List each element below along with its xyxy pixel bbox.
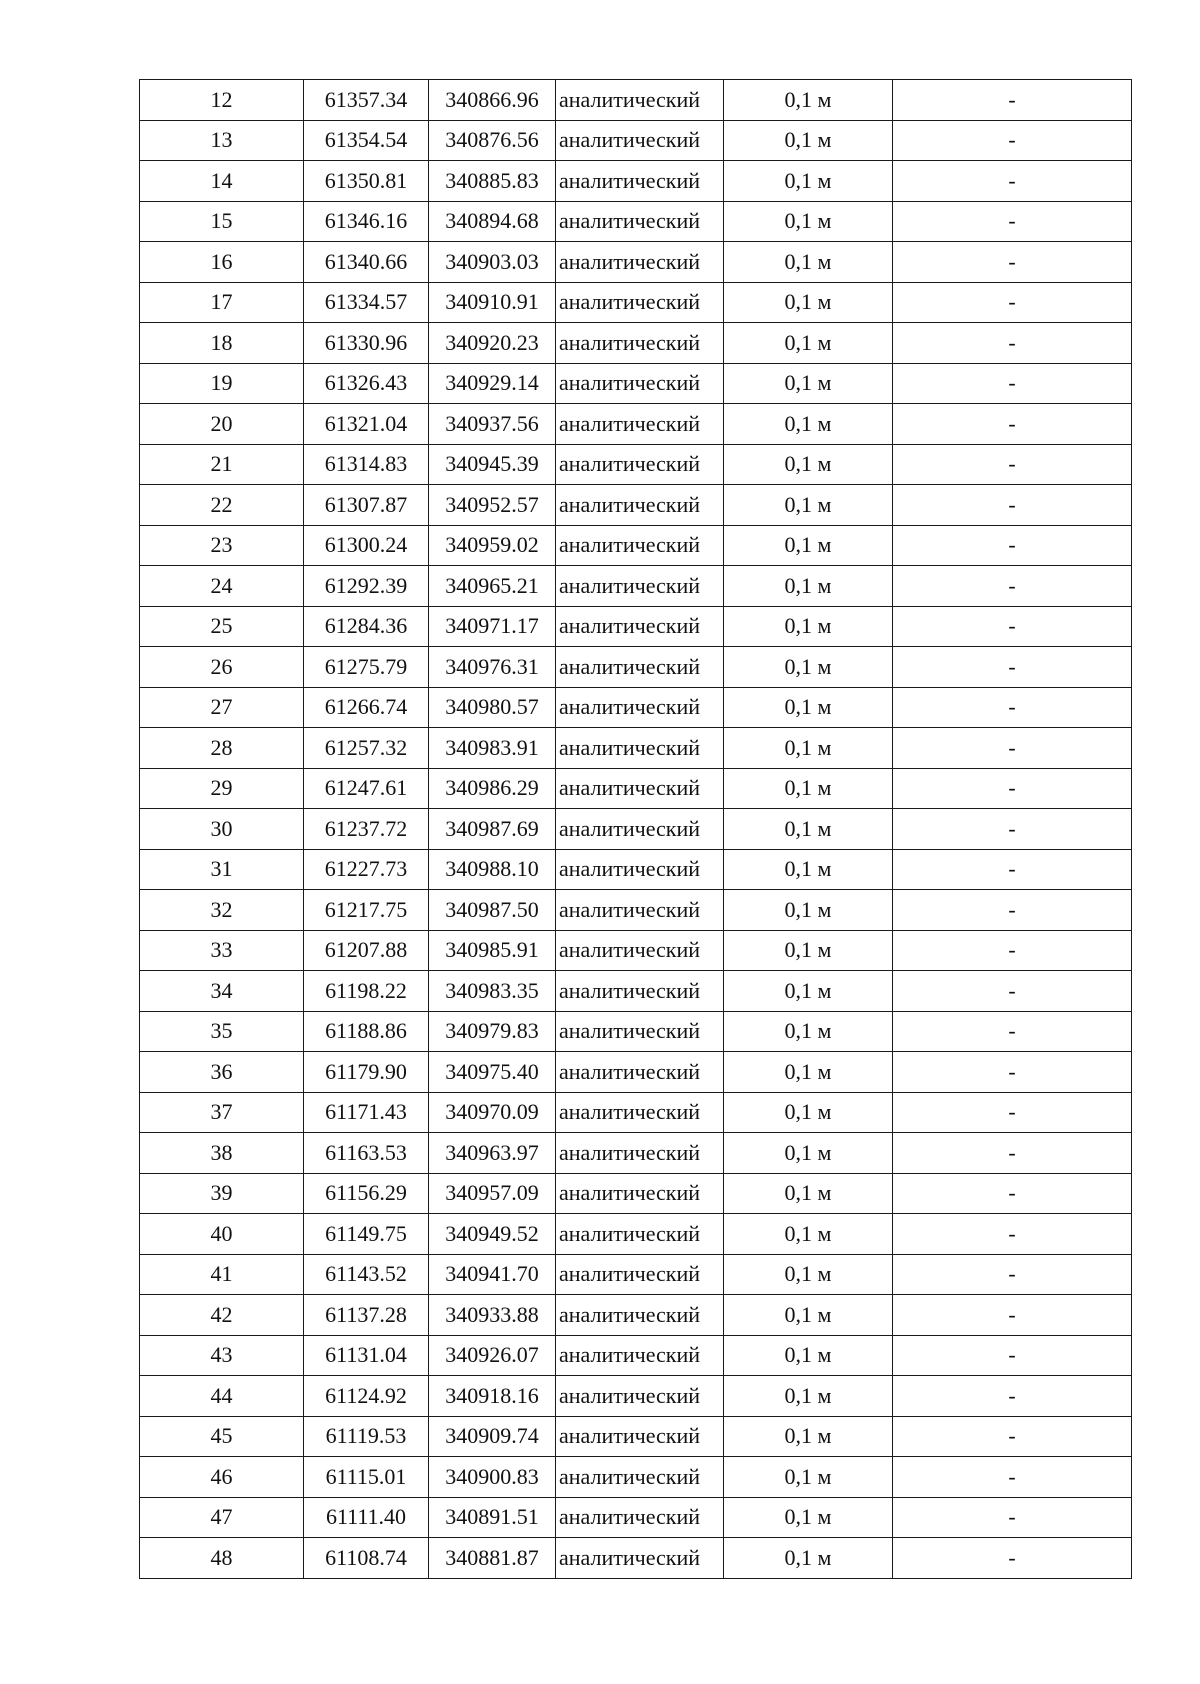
- method-cell: аналитический: [556, 242, 724, 283]
- table-row: [140, 1052, 1132, 1093]
- note-cell: -: [893, 566, 1132, 607]
- x-coordinate-cell: 61149.75: [304, 1214, 429, 1255]
- y-coordinate-cell: 340979.83: [429, 1011, 556, 1052]
- x-coordinate-cell: 61108.74: [304, 1538, 429, 1579]
- y-coordinate-cell: 340929.14: [429, 363, 556, 404]
- table-row: [140, 404, 1132, 445]
- method-cell: аналитический: [556, 1538, 724, 1579]
- table-row: [140, 930, 1132, 971]
- point-number-cell: 16: [140, 242, 304, 283]
- table-row: [140, 849, 1132, 890]
- accuracy-cell: 0,1 м: [724, 525, 893, 566]
- accuracy-cell: 0,1 м: [724, 1376, 893, 1417]
- x-coordinate-cell: 61124.92: [304, 1376, 429, 1417]
- y-coordinate-cell: 340937.56: [429, 404, 556, 445]
- x-coordinate-cell: 61321.04: [304, 404, 429, 445]
- y-coordinate-cell: 340959.02: [429, 525, 556, 566]
- table-row: [140, 485, 1132, 526]
- point-number-cell: 40: [140, 1214, 304, 1255]
- note-cell: -: [893, 1416, 1132, 1457]
- table-row: [140, 1457, 1132, 1498]
- accuracy-cell: 0,1 м: [724, 971, 893, 1012]
- accuracy-cell: 0,1 м: [724, 890, 893, 931]
- table-row: [140, 1214, 1132, 1255]
- point-number-cell: 31: [140, 849, 304, 890]
- table-row: [140, 1173, 1132, 1214]
- note-cell: -: [893, 606, 1132, 647]
- accuracy-cell: 0,1 м: [724, 849, 893, 890]
- table-row: [140, 1497, 1132, 1538]
- accuracy-cell: 0,1 м: [724, 1092, 893, 1133]
- note-cell: -: [893, 1457, 1132, 1498]
- x-coordinate-cell: 61143.52: [304, 1254, 429, 1295]
- table-row: [140, 444, 1132, 485]
- y-coordinate-cell: 340933.88: [429, 1295, 556, 1336]
- point-number-cell: 43: [140, 1335, 304, 1376]
- table-row: [140, 323, 1132, 364]
- note-cell: -: [893, 444, 1132, 485]
- y-coordinate-cell: 340976.31: [429, 647, 556, 688]
- note-cell: -: [893, 728, 1132, 769]
- method-cell: аналитический: [556, 1335, 724, 1376]
- accuracy-cell: 0,1 м: [724, 566, 893, 607]
- point-number-cell: 22: [140, 485, 304, 526]
- point-number-cell: 17: [140, 282, 304, 323]
- point-number-cell: 48: [140, 1538, 304, 1579]
- point-number-cell: 25: [140, 606, 304, 647]
- accuracy-cell: 0,1 м: [724, 930, 893, 971]
- method-cell: аналитический: [556, 1011, 724, 1052]
- x-coordinate-cell: 61156.29: [304, 1173, 429, 1214]
- x-coordinate-cell: 61137.28: [304, 1295, 429, 1336]
- accuracy-cell: 0,1 м: [724, 647, 893, 688]
- y-coordinate-cell: 340970.09: [429, 1092, 556, 1133]
- x-coordinate-cell: 61247.61: [304, 768, 429, 809]
- table-row: [140, 728, 1132, 769]
- point-number-cell: 46: [140, 1457, 304, 1498]
- y-coordinate-cell: 340963.97: [429, 1133, 556, 1174]
- method-cell: аналитический: [556, 606, 724, 647]
- y-coordinate-cell: 340900.83: [429, 1457, 556, 1498]
- accuracy-cell: 0,1 м: [724, 606, 893, 647]
- point-number-cell: 29: [140, 768, 304, 809]
- point-number-cell: 26: [140, 647, 304, 688]
- point-number-cell: 12: [140, 80, 304, 121]
- method-cell: аналитический: [556, 363, 724, 404]
- note-cell: -: [893, 1052, 1132, 1093]
- y-coordinate-cell: 340909.74: [429, 1416, 556, 1457]
- point-number-cell: 33: [140, 930, 304, 971]
- table-row: [140, 1092, 1132, 1133]
- accuracy-cell: 0,1 м: [724, 1214, 893, 1255]
- point-number-cell: 39: [140, 1173, 304, 1214]
- accuracy-cell: 0,1 м: [724, 1254, 893, 1295]
- note-cell: -: [893, 1497, 1132, 1538]
- accuracy-cell: 0,1 м: [724, 1416, 893, 1457]
- method-cell: аналитический: [556, 768, 724, 809]
- method-cell: аналитический: [556, 809, 724, 850]
- note-cell: -: [893, 1173, 1132, 1214]
- table-row: [140, 809, 1132, 850]
- x-coordinate-cell: 61275.79: [304, 647, 429, 688]
- note-cell: -: [893, 525, 1132, 566]
- y-coordinate-cell: 340876.56: [429, 120, 556, 161]
- table-row: [140, 566, 1132, 607]
- x-coordinate-cell: 61357.34: [304, 80, 429, 121]
- point-number-cell: 32: [140, 890, 304, 931]
- coordinates-table-body: [140, 80, 1132, 1579]
- note-cell: -: [893, 1133, 1132, 1174]
- method-cell: аналитический: [556, 728, 724, 769]
- note-cell: -: [893, 485, 1132, 526]
- accuracy-cell: 0,1 м: [724, 282, 893, 323]
- note-cell: -: [893, 1335, 1132, 1376]
- y-coordinate-cell: 340881.87: [429, 1538, 556, 1579]
- table-row: [140, 768, 1132, 809]
- table-row: [140, 971, 1132, 1012]
- accuracy-cell: 0,1 м: [724, 728, 893, 769]
- note-cell: -: [893, 768, 1132, 809]
- note-cell: -: [893, 1538, 1132, 1579]
- point-number-cell: 27: [140, 687, 304, 728]
- table-row: [140, 363, 1132, 404]
- accuracy-cell: 0,1 м: [724, 485, 893, 526]
- method-cell: аналитический: [556, 1173, 724, 1214]
- y-coordinate-cell: 340926.07: [429, 1335, 556, 1376]
- accuracy-cell: 0,1 м: [724, 1052, 893, 1093]
- point-number-cell: 34: [140, 971, 304, 1012]
- method-cell: аналитический: [556, 1052, 724, 1093]
- y-coordinate-cell: 340975.40: [429, 1052, 556, 1093]
- note-cell: -: [893, 80, 1132, 121]
- y-coordinate-cell: 340957.09: [429, 1173, 556, 1214]
- x-coordinate-cell: 61207.88: [304, 930, 429, 971]
- note-cell: -: [893, 647, 1132, 688]
- x-coordinate-cell: 61119.53: [304, 1416, 429, 1457]
- x-coordinate-cell: 61188.86: [304, 1011, 429, 1052]
- y-coordinate-cell: 340866.96: [429, 80, 556, 121]
- table-row: [140, 120, 1132, 161]
- method-cell: аналитический: [556, 1092, 724, 1133]
- note-cell: -: [893, 161, 1132, 202]
- method-cell: аналитический: [556, 282, 724, 323]
- point-number-cell: 28: [140, 728, 304, 769]
- x-coordinate-cell: 61346.16: [304, 201, 429, 242]
- method-cell: аналитический: [556, 525, 724, 566]
- point-number-cell: 18: [140, 323, 304, 364]
- y-coordinate-cell: 340952.57: [429, 485, 556, 526]
- point-number-cell: 15: [140, 201, 304, 242]
- note-cell: -: [893, 282, 1132, 323]
- accuracy-cell: 0,1 м: [724, 1335, 893, 1376]
- x-coordinate-cell: 61284.36: [304, 606, 429, 647]
- y-coordinate-cell: 340885.83: [429, 161, 556, 202]
- point-number-cell: 24: [140, 566, 304, 607]
- table-row: [140, 1254, 1132, 1295]
- accuracy-cell: 0,1 м: [724, 768, 893, 809]
- y-coordinate-cell: 340903.03: [429, 242, 556, 283]
- y-coordinate-cell: 340945.39: [429, 444, 556, 485]
- x-coordinate-cell: 61111.40: [304, 1497, 429, 1538]
- table-row: [140, 80, 1132, 121]
- note-cell: -: [893, 404, 1132, 445]
- table-row: [140, 282, 1132, 323]
- x-coordinate-cell: 61171.43: [304, 1092, 429, 1133]
- x-coordinate-cell: 61354.54: [304, 120, 429, 161]
- note-cell: -: [893, 363, 1132, 404]
- method-cell: аналитический: [556, 566, 724, 607]
- table-row: [140, 1538, 1132, 1579]
- y-coordinate-cell: 340910.91: [429, 282, 556, 323]
- x-coordinate-cell: 61330.96: [304, 323, 429, 364]
- coordinates-table: [139, 79, 1132, 1579]
- y-coordinate-cell: 340920.23: [429, 323, 556, 364]
- point-number-cell: 35: [140, 1011, 304, 1052]
- method-cell: аналитический: [556, 323, 724, 364]
- x-coordinate-cell: 61179.90: [304, 1052, 429, 1093]
- x-coordinate-cell: 61227.73: [304, 849, 429, 890]
- x-coordinate-cell: 61307.87: [304, 485, 429, 526]
- method-cell: аналитический: [556, 647, 724, 688]
- accuracy-cell: 0,1 м: [724, 1133, 893, 1174]
- method-cell: аналитический: [556, 849, 724, 890]
- method-cell: аналитический: [556, 404, 724, 445]
- method-cell: аналитический: [556, 930, 724, 971]
- method-cell: аналитический: [556, 1254, 724, 1295]
- accuracy-cell: 0,1 м: [724, 1538, 893, 1579]
- table-row: [140, 1133, 1132, 1174]
- x-coordinate-cell: 61292.39: [304, 566, 429, 607]
- note-cell: -: [893, 323, 1132, 364]
- note-cell: -: [893, 1254, 1132, 1295]
- point-number-cell: 19: [140, 363, 304, 404]
- point-number-cell: 41: [140, 1254, 304, 1295]
- point-number-cell: 38: [140, 1133, 304, 1174]
- note-cell: -: [893, 120, 1132, 161]
- accuracy-cell: 0,1 м: [724, 687, 893, 728]
- accuracy-cell: 0,1 м: [724, 404, 893, 445]
- method-cell: аналитический: [556, 1214, 724, 1255]
- note-cell: -: [893, 1295, 1132, 1336]
- note-cell: -: [893, 1011, 1132, 1052]
- table-row: [140, 1335, 1132, 1376]
- x-coordinate-cell: 61340.66: [304, 242, 429, 283]
- method-cell: аналитический: [556, 1416, 724, 1457]
- note-cell: -: [893, 930, 1132, 971]
- y-coordinate-cell: 340985.91: [429, 930, 556, 971]
- x-coordinate-cell: 61217.75: [304, 890, 429, 931]
- table-row: [140, 647, 1132, 688]
- method-cell: аналитический: [556, 201, 724, 242]
- point-number-cell: 21: [140, 444, 304, 485]
- note-cell: -: [893, 890, 1132, 931]
- table-row: [140, 1011, 1132, 1052]
- accuracy-cell: 0,1 м: [724, 809, 893, 850]
- accuracy-cell: 0,1 м: [724, 161, 893, 202]
- method-cell: аналитический: [556, 687, 724, 728]
- method-cell: аналитический: [556, 1376, 724, 1417]
- point-number-cell: 20: [140, 404, 304, 445]
- method-cell: аналитический: [556, 444, 724, 485]
- accuracy-cell: 0,1 м: [724, 363, 893, 404]
- accuracy-cell: 0,1 м: [724, 1173, 893, 1214]
- accuracy-cell: 0,1 м: [724, 1295, 893, 1336]
- accuracy-cell: 0,1 м: [724, 1497, 893, 1538]
- y-coordinate-cell: 340891.51: [429, 1497, 556, 1538]
- x-coordinate-cell: 61115.01: [304, 1457, 429, 1498]
- x-coordinate-cell: 61237.72: [304, 809, 429, 850]
- y-coordinate-cell: 340971.17: [429, 606, 556, 647]
- accuracy-cell: 0,1 м: [724, 80, 893, 121]
- accuracy-cell: 0,1 м: [724, 120, 893, 161]
- accuracy-cell: 0,1 м: [724, 1457, 893, 1498]
- y-coordinate-cell: 340949.52: [429, 1214, 556, 1255]
- x-coordinate-cell: 61314.83: [304, 444, 429, 485]
- method-cell: аналитический: [556, 120, 724, 161]
- note-cell: -: [893, 687, 1132, 728]
- point-number-cell: 47: [140, 1497, 304, 1538]
- accuracy-cell: 0,1 м: [724, 242, 893, 283]
- y-coordinate-cell: 340983.91: [429, 728, 556, 769]
- y-coordinate-cell: 340918.16: [429, 1376, 556, 1417]
- point-number-cell: 30: [140, 809, 304, 850]
- y-coordinate-cell: 340941.70: [429, 1254, 556, 1295]
- x-coordinate-cell: 61266.74: [304, 687, 429, 728]
- point-number-cell: 45: [140, 1416, 304, 1457]
- table-row: [140, 201, 1132, 242]
- note-cell: -: [893, 1214, 1132, 1255]
- y-coordinate-cell: 340986.29: [429, 768, 556, 809]
- accuracy-cell: 0,1 м: [724, 1011, 893, 1052]
- x-coordinate-cell: 61163.53: [304, 1133, 429, 1174]
- y-coordinate-cell: 340987.69: [429, 809, 556, 850]
- x-coordinate-cell: 61326.43: [304, 363, 429, 404]
- method-cell: аналитический: [556, 80, 724, 121]
- x-coordinate-cell: 61198.22: [304, 971, 429, 1012]
- table-row: [140, 525, 1132, 566]
- note-cell: -: [893, 809, 1132, 850]
- note-cell: -: [893, 1376, 1132, 1417]
- method-cell: аналитический: [556, 485, 724, 526]
- note-cell: -: [893, 971, 1132, 1012]
- y-coordinate-cell: 340965.21: [429, 566, 556, 607]
- x-coordinate-cell: 61334.57: [304, 282, 429, 323]
- table-row: [140, 1416, 1132, 1457]
- method-cell: аналитический: [556, 161, 724, 202]
- table-row: [140, 242, 1132, 283]
- point-number-cell: 36: [140, 1052, 304, 1093]
- y-coordinate-cell: 340980.57: [429, 687, 556, 728]
- note-cell: -: [893, 849, 1132, 890]
- point-number-cell: 14: [140, 161, 304, 202]
- table-row: [140, 161, 1132, 202]
- y-coordinate-cell: 340983.35: [429, 971, 556, 1012]
- method-cell: аналитический: [556, 971, 724, 1012]
- x-coordinate-cell: 61257.32: [304, 728, 429, 769]
- y-coordinate-cell: 340987.50: [429, 890, 556, 931]
- table-row: [140, 687, 1132, 728]
- table-row: [140, 1376, 1132, 1417]
- note-cell: -: [893, 242, 1132, 283]
- point-number-cell: 23: [140, 525, 304, 566]
- table-row: [140, 606, 1132, 647]
- point-number-cell: 13: [140, 120, 304, 161]
- method-cell: аналитический: [556, 1497, 724, 1538]
- note-cell: -: [893, 1092, 1132, 1133]
- accuracy-cell: 0,1 м: [724, 444, 893, 485]
- point-number-cell: 42: [140, 1295, 304, 1336]
- accuracy-cell: 0,1 м: [724, 323, 893, 364]
- table-row: [140, 890, 1132, 931]
- table-row: [140, 1295, 1132, 1336]
- y-coordinate-cell: 340894.68: [429, 201, 556, 242]
- note-cell: -: [893, 201, 1132, 242]
- accuracy-cell: 0,1 м: [724, 201, 893, 242]
- method-cell: аналитический: [556, 1133, 724, 1174]
- point-number-cell: 44: [140, 1376, 304, 1417]
- x-coordinate-cell: 61300.24: [304, 525, 429, 566]
- x-coordinate-cell: 61131.04: [304, 1335, 429, 1376]
- x-coordinate-cell: 61350.81: [304, 161, 429, 202]
- method-cell: аналитический: [556, 890, 724, 931]
- point-number-cell: 37: [140, 1092, 304, 1133]
- method-cell: аналитический: [556, 1457, 724, 1498]
- method-cell: аналитический: [556, 1295, 724, 1336]
- y-coordinate-cell: 340988.10: [429, 849, 556, 890]
